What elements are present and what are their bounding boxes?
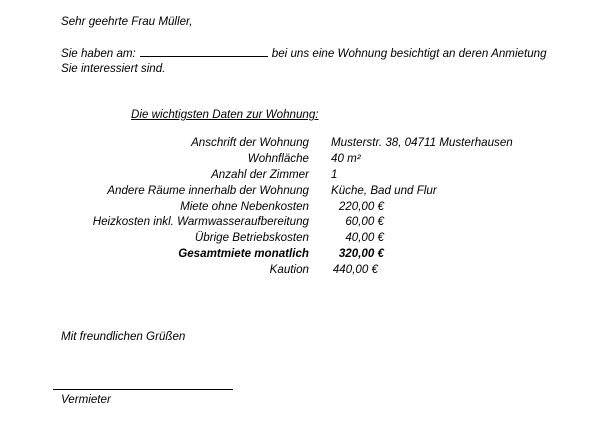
detail-amount: 320,00 € [338,247,384,261]
visit-suffix: bei uns eine Wohnung besichtigt an deren Anmietung [271,47,547,60]
detail-label: Anschrift der Wohnung [191,136,309,149]
date-blank-line [140,46,268,57]
detail-label: Gesamtmiete monatlich [178,247,309,261]
detail-amount: 220,00 € [338,199,384,213]
detail-label: Miete ohne Nebenkosten [180,199,309,213]
detail-label: Kaution [269,263,309,277]
detail-row-operating-costs [0,231,590,247]
detail-row-heating [0,215,590,231]
detail-label: Wohnfläche [247,151,309,165]
detail-value: Küche, Bad und Flur [331,183,437,197]
detail-amount: 60,00 € [345,215,384,229]
detail-value: Musterstr. 38, 04711 Musterhausen [331,136,513,149]
closing-phrase: Mit freundlichen Grüßen [61,330,186,343]
visit-sentence [61,46,547,61]
detail-row-other-rooms [0,184,590,200]
detail-label: Anzahl der Zimmer [211,167,309,181]
apartment-details [0,136,590,279]
detail-label: Heizkosten inkl. Warmwasseraufbereitung [92,215,309,229]
detail-amount: 440,00 € [332,263,378,277]
salutation: Sehr geehrte Frau Müller, [61,15,193,28]
detail-row-deposit [0,263,590,279]
section-heading: Die wichtigsten Daten zur Wohnung: [131,108,319,121]
detail-row-living-area [0,152,590,168]
detail-amount: 40,00 € [345,231,384,245]
visit-prefix: Sie haben am: [61,47,136,60]
detail-label: Übrige Betriebskosten [194,231,309,245]
detail-row-base-rent [0,200,590,216]
detail-row-address [0,136,590,152]
detail-value: 1 [331,167,338,181]
detail-value: 40 m² [331,151,361,165]
signature-line [53,389,233,390]
visit-sentence-continued: Sie interessiert sind. [61,62,166,75]
detail-row-rooms [0,168,590,184]
detail-label: Andere Räume innerhalb der Wohnung [107,183,309,197]
detail-row-total-rent [0,247,590,263]
signature-label: Vermieter [61,393,111,406]
